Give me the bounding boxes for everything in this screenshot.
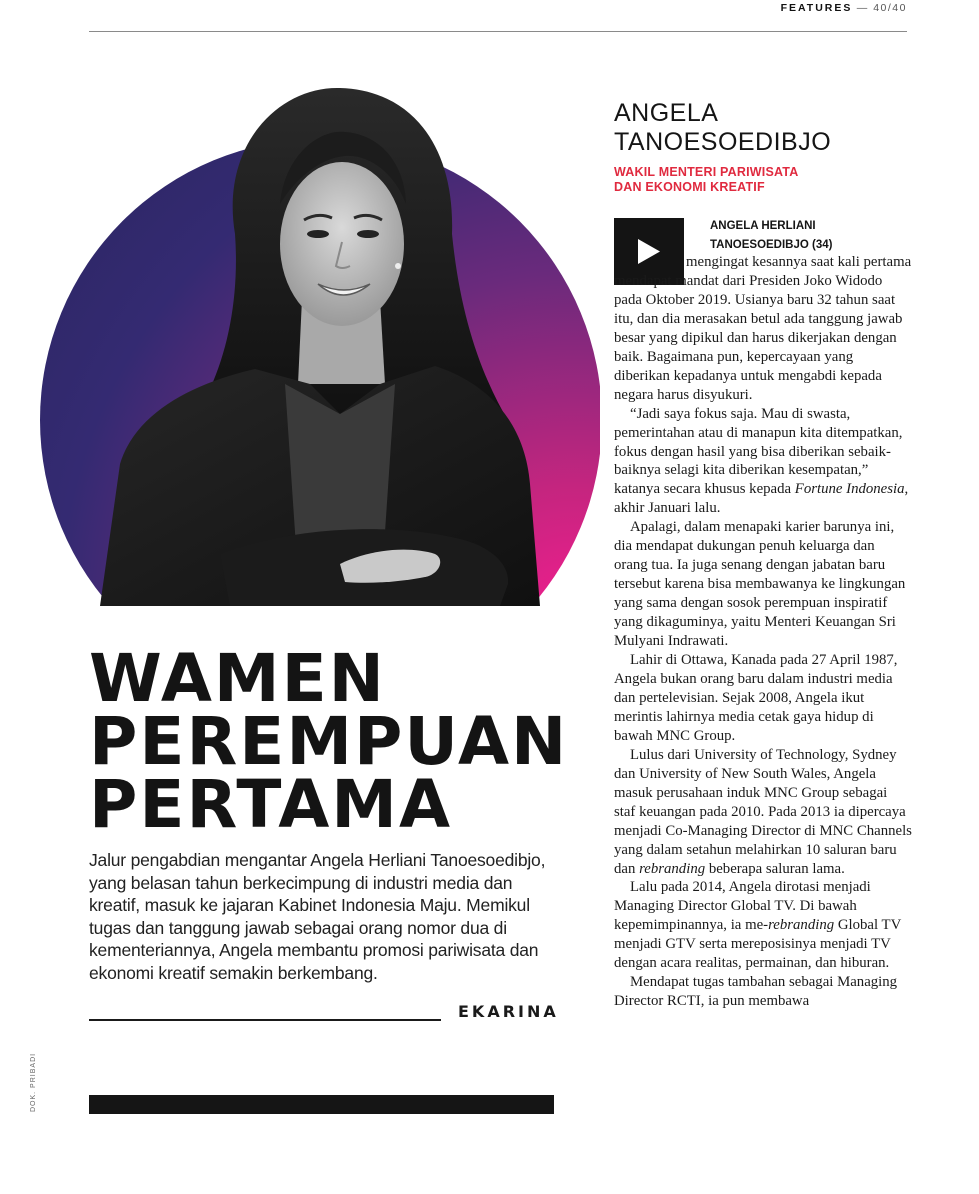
article-paragraph <box>614 746 912 879</box>
article-body <box>614 253 912 1011</box>
article-paragraph <box>614 878 912 973</box>
paragraph-text: beberapa saluran lama. <box>705 860 845 877</box>
profile-role-line: WAKIL MENTERI PARIWISATA <box>614 165 799 179</box>
article-paragraph: Lahir di Ottawa, Kanada pada 27 April 1987, Angela bukan orang baru dalam industri media dan pertelevisian. Sejak 2008, Angela ikut merintis lahirnya media cetak gaya hidup di bawah MNC Group. <box>614 652 898 744</box>
article-paragraph: Mendapat tugas tambahan sebagai Managing Director RCTI, ia pun membawa <box>614 974 898 1010</box>
portrait-figure <box>40 84 600 606</box>
article-lead-name <box>710 217 910 255</box>
article-paragraph: mengingat kesannya saat kali pertama mendapat mandat dari Presiden Joko Widodo pada Oktober 2019. Usianya baru 32 tahun saat itu, dan dia merasakan betul ada tanggung jawab besar yang dipikul dan harus dikerjakan dengan baik. Bagaimana pun, kepercayaan yang diberikan kepadanya untuk mengabdi kepada negara harus disyukuri. <box>614 254 912 403</box>
profile-role-line: DAN EKONOMI KREATIF <box>614 180 765 194</box>
lead-name-line: TANOESOEDIBJO (34) <box>710 239 833 251</box>
profile-role <box>614 165 874 195</box>
profile-name-line: ANGELA <box>614 99 719 127</box>
headline <box>89 640 569 843</box>
portrait-photo <box>40 84 600 606</box>
deck-paragraph: Jalur pengabdian mengantar Angela Herliani Tanoesoedibjo, yang belasan tahun berkecimpung di industri media dan kreatif, masuk ke jajaran Kabinet Indonesia Maju. Memikul tugas dan tanggung jawab sebagai orang nomor dua di kementeriannya, Angela membantu promosi pariwisata dan ekonomi kreatif semakin berkembang. <box>89 850 546 983</box>
profile-name <box>614 99 914 157</box>
italic-term: rebranding <box>768 917 835 934</box>
article-paragraph: Apalagi, dalam menapaki karier barunya ini, dia mendapat dukungan penuh keluarga dan orang tua. Ia juga senang dengan jabatan baru tersebut karena bisa membawanya ke lingkungan yang sama dengan sosok perempuan inspiratif yang dikaguminya, yaitu Menteri Keuangan Sri Mulyani Indrawati. <box>614 519 906 650</box>
headline-line: PEREMPUAN <box>89 703 569 780</box>
page-header <box>89 0 907 32</box>
footer-bar <box>89 1095 554 1114</box>
section-label: FEATURES <box>780 2 853 14</box>
paragraph-text: Lulus dari University of Technology, Sydney dan University of New South Wales, Angela masuk perusahaan induk MNC Group sebagai staf keuangan pada 2010. Pada 2013 ia dipercaya menjadi Co-Managing Director di MNC Channels yang dalam setahun melahirkan 10 saluran baru dan <box>614 746 912 877</box>
headline-line: WAMEN <box>89 640 386 717</box>
publication-title: Fortune Indonesia <box>794 481 905 498</box>
author-byline: EKARINA <box>458 1002 559 1021</box>
photo-credit: DOK. PRIBADI <box>30 1052 37 1112</box>
paragraph-text: “Jadi saya fokus saja. Mau di swasta, pemerintahan atau di manapun kita ditempatkan, fokus dengan hasil yang bisa diberikan sebaik-baiknya selagi kita diberikan kesempatan,” katanya secara khusus kepada <box>614 405 903 498</box>
paragraph-text: , akhir Januari lalu. <box>614 481 909 517</box>
paragraph-text: Lalu pada 2014, Angela dirotasi menjadi Managing Director Global TV. Di bawah kepemimpinannya, ia me- <box>614 879 871 934</box>
italic-term: rebranding <box>639 860 706 877</box>
paragraph-text: Global TV menjadi GTV serta mereposisinya menjadi TV dengan acara realitas, permainan, dan hiburan. <box>614 917 902 972</box>
running-header <box>781 2 907 14</box>
headline-line: PERTAMA <box>89 766 453 843</box>
profile-name-line: TANOESOEDIBJO <box>614 128 832 156</box>
article-paragraph <box>614 405 912 519</box>
lead-name-line: ANGELA HERLIANI <box>710 220 816 232</box>
page-number: — 40/40 <box>856 2 907 14</box>
byline-rule <box>89 1019 441 1021</box>
